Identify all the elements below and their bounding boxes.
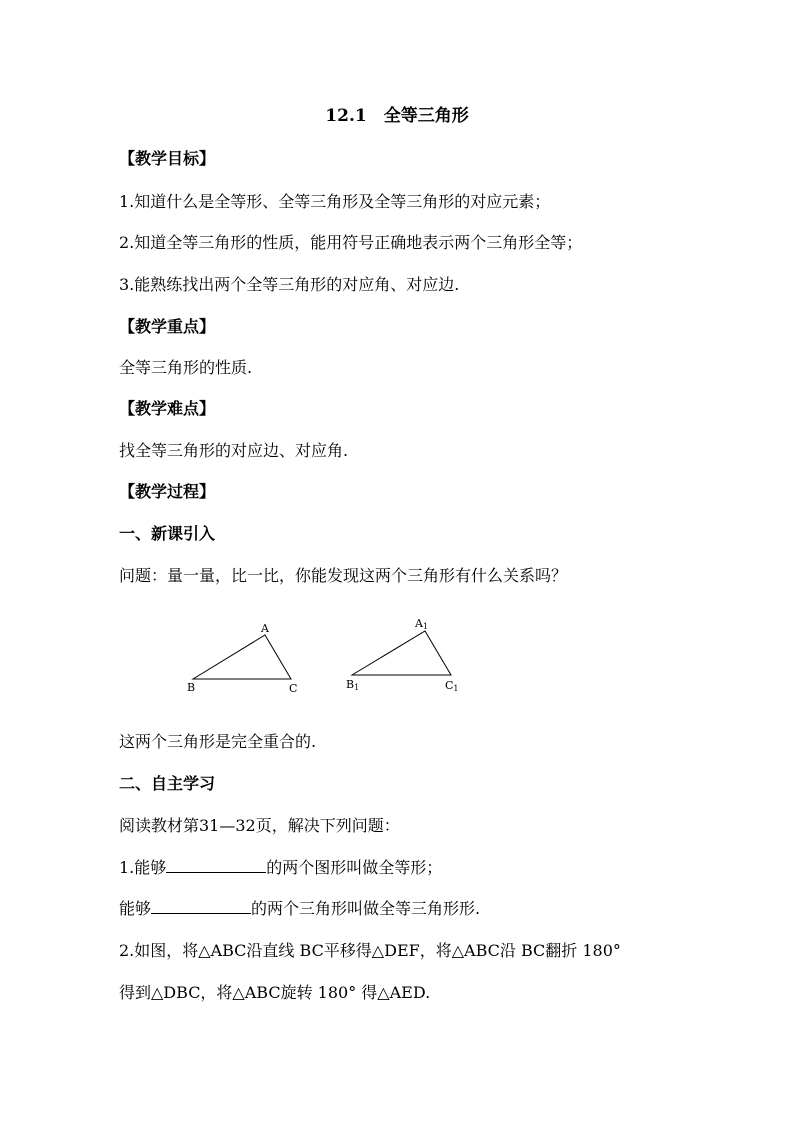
difficult-points-heading: 【教学难点】 [119, 399, 216, 418]
question-2-line-2: 得到△DBC，将△ABC旋转 180° 得△AED. [119, 983, 431, 1002]
intro-answer: 这两个三角形是完全重合的. [119, 732, 317, 751]
triangle2-label-a: A1 [415, 617, 429, 631]
fill-in-blank-1[interactable] [166, 857, 266, 873]
key-points-heading: 【教学重点】 [119, 317, 216, 336]
question-1b-prefix: 能够 [119, 899, 152, 918]
question-1-line [119, 857, 442, 879]
process-heading: 【教学过程】 [119, 482, 216, 501]
part1-heading: 一、新课引入 [119, 524, 216, 543]
goal-item-3: 3.能熟练找出两个全等三角形的对应角、对应边. [119, 275, 460, 294]
triangle1-label-b: B [187, 681, 196, 694]
triangle1-label-a: A [261, 622, 269, 635]
congruent-triangles-figure [180, 612, 480, 702]
page-title: 12.1 全等三角形 [325, 106, 469, 126]
triangle2-label-b: B1 [346, 678, 360, 692]
question-1-prefix: 1.能够 [119, 858, 167, 877]
question-1b-line [119, 898, 480, 920]
part2-heading: 二、自主学习 [119, 774, 216, 793]
reading-instruction: 阅读教材第31—32页，解决下列问题： [119, 816, 400, 835]
triangle1-label-c: C [289, 682, 298, 695]
goal-item-2: 2.知道全等三角形的性质，能用符号正确地表示两个三角形全等； [119, 233, 583, 252]
triangle-a1b1c1 [352, 631, 451, 675]
triangle2-label-c: C1 [445, 679, 459, 693]
key-points-text: 全等三角形的性质. [119, 358, 253, 377]
question-2-line-1: 2.如图，将△ABC沿直线 BC平移得△DEF，将△ABC沿 BC翻折 180° [119, 941, 621, 960]
question-1b-suffix: 的两个三角形叫做全等三角形形. [251, 899, 481, 918]
question-1-suffix: 的两个图形叫做全等形； [266, 858, 443, 877]
goals-heading: 【教学目标】 [119, 149, 216, 168]
fill-in-blank-2[interactable] [151, 898, 251, 914]
triangle-abc [193, 635, 291, 679]
intro-question: 问题：量一量，比一比，你能发现这两个三角形有什么关系吗？ [119, 566, 568, 585]
goal-item-1: 1.知道什么是全等形、全等三角形及全等三角形的对应元素； [119, 192, 551, 211]
difficult-points-text: 找全等三角形的对应边、对应角. [119, 441, 349, 460]
